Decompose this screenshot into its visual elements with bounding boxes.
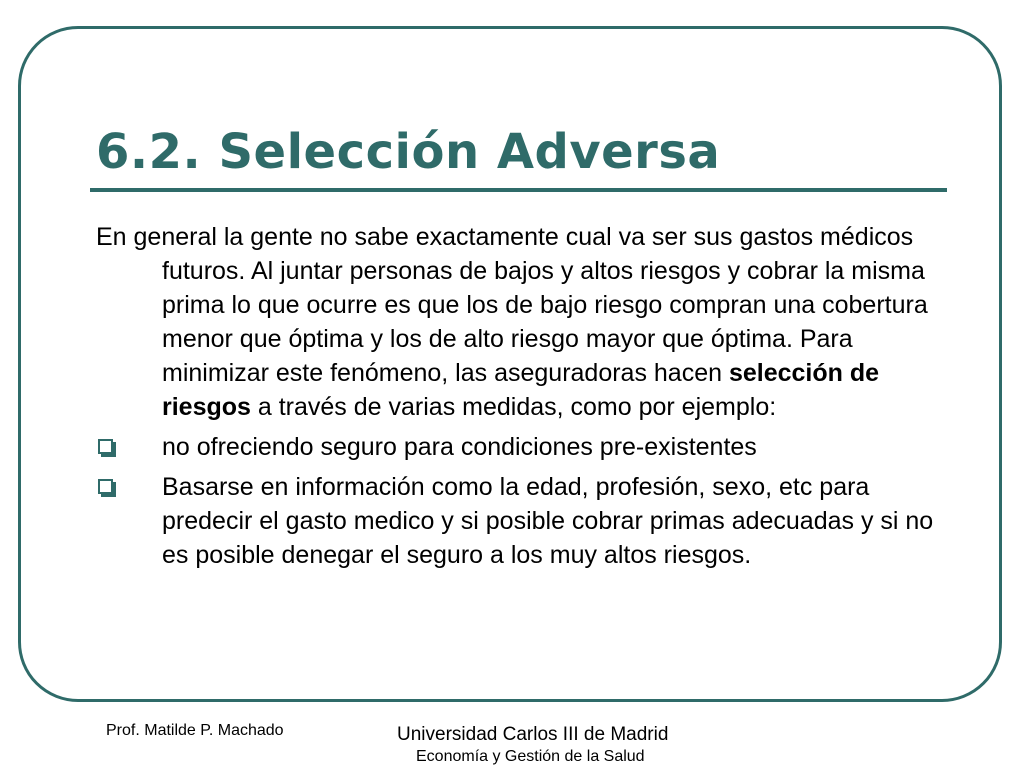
slide-body [96,220,966,572]
title-underline [90,188,947,192]
intro-text-part2: a través de varias medidas, como por ejemplo: [250,393,777,421]
slide-title: 6.2. Selección Adversa [96,124,721,180]
hollow-square-bullet-icon [98,479,113,494]
footer-course: Economía y Gestión de la Salud [416,748,645,765]
bullet-text-1: no ofreciendo seguro para condiciones pre-existentes [162,433,757,461]
footer-university: Universidad Carlos III de Madrid [397,724,669,745]
footer-author: Prof. Matilde P. Machado [106,722,284,739]
intro-paragraph [96,220,966,424]
intro-bold-term: selección de riesgos [162,359,880,421]
bullet-text-2: Basarse en información como la edad, profesión, sexo, etc para predecir el gasto medico y si posible cobrar primas adecuadas y si no es posible denegar el seguro a los muy altos riesgos. [162,473,934,569]
hollow-square-bullet-icon [98,439,113,454]
intro-text-part1: En general la gente no sabe exactamente cual va ser sus gastos médicos futuros. Al juntar personas de bajos y altos riesgos y cobrar la misma prima lo que ocurre es que los de bajo riesgo compran una cobertura menor que óptima y los de alto riesgo mayor que óptima. Para minimizar este fenómeno, las aseguradoras hacen [96,223,928,387]
bullet-item-1 [96,430,966,464]
bullet-item-2 [96,470,966,572]
